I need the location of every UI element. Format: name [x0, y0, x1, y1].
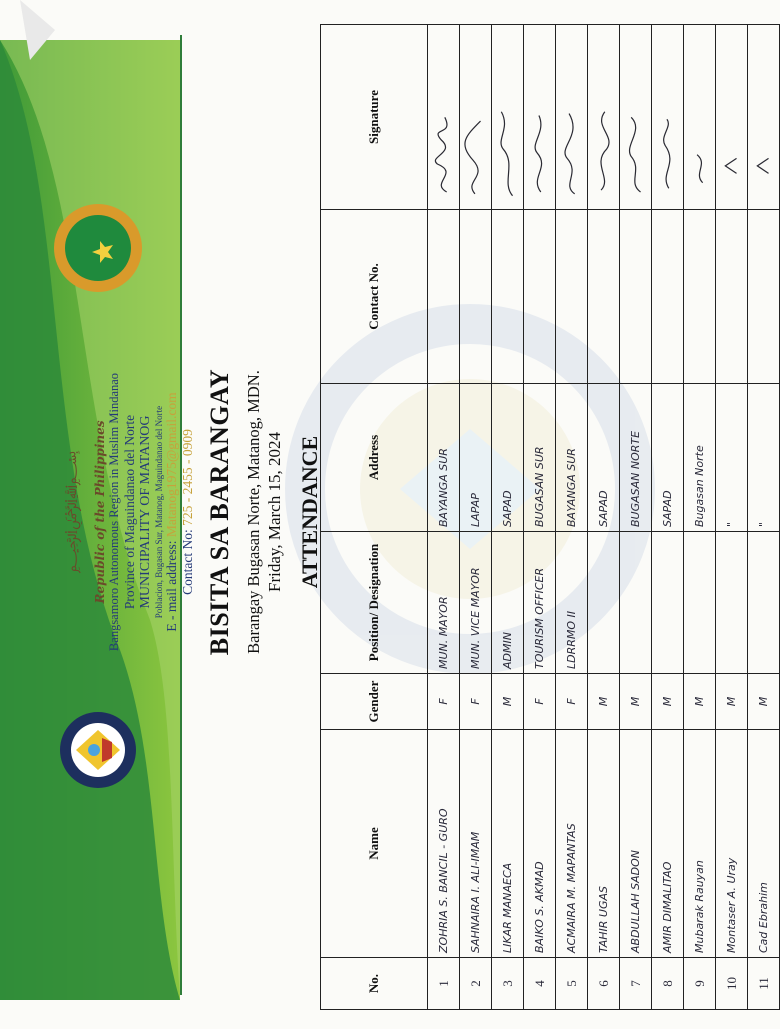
- event-location: Barangay Bugasan Norte, Matanog, MDN.: [244, 370, 263, 654]
- signature-scribble-icon: [556, 95, 584, 205]
- signature-scribble-icon: [684, 95, 712, 205]
- cell-name: LIKAR MANAECA: [492, 730, 524, 958]
- table-row: [588, 25, 620, 1010]
- cell-no: 11: [748, 958, 780, 1010]
- cell-gender: M: [748, 674, 780, 730]
- cell-name: ACMAIRA M. MAPANTAS: [556, 730, 588, 958]
- header-address: Address: [321, 384, 428, 532]
- signature-scribble-icon: [460, 95, 488, 205]
- cell-signature: [492, 25, 524, 210]
- cell-no: 2: [460, 958, 492, 1010]
- table-row: [620, 25, 652, 1010]
- table-row: [460, 25, 492, 1010]
- table-header-row: [321, 25, 428, 1010]
- cell-no: 5: [556, 958, 588, 1010]
- cell-name: BAIKO S. AKMAD: [524, 730, 556, 958]
- cell-signature: [620, 25, 652, 210]
- municipality-line: MUNICIPALITY OF MATANOG: [138, 415, 153, 609]
- cell-position: [652, 532, 684, 674]
- email-value: Matanog1975@gmail.com: [164, 392, 179, 538]
- cell-name: TAHIR UGAS: [588, 730, 620, 958]
- cell-signature: [588, 25, 620, 210]
- cell-no: 10: [716, 958, 748, 1010]
- cell-no: 3: [492, 958, 524, 1010]
- signature-scribble-icon: [492, 95, 520, 205]
- cell-gender: F: [556, 674, 588, 730]
- region-line: Bangsamoro Autonomous Region in Muslim Mindanao: [107, 372, 121, 652]
- signature-scribble-icon: [428, 95, 456, 205]
- cell-signature: [684, 25, 716, 210]
- letterhead: [60, 0, 196, 1024]
- cell-position: [588, 532, 620, 674]
- table-row: [716, 25, 748, 1010]
- cell-gender: M: [684, 674, 716, 730]
- cell-address: ": [716, 384, 748, 532]
- cell-signature: [716, 25, 748, 210]
- signature-scribble-icon: [620, 95, 648, 205]
- header-contact: Contact No.: [321, 210, 428, 384]
- cell-gender: F: [460, 674, 492, 730]
- signature-scribble-icon: [524, 95, 552, 205]
- cell-position: MUN. VICE MAYOR: [460, 532, 492, 674]
- cell-gender: M: [716, 674, 748, 730]
- cell-signature: [652, 25, 684, 210]
- cell-contact: [748, 210, 780, 384]
- cell-name: Cad Ebrahim: [748, 730, 780, 958]
- table-row: [524, 25, 556, 1010]
- signature-scribble-icon: [716, 95, 744, 205]
- cell-gender: F: [428, 674, 460, 730]
- header-position: Position/ Designation: [321, 532, 428, 674]
- cell-name: SAHNAIRA I. ALI-IMAM: [460, 730, 492, 958]
- cell-gender: M: [620, 674, 652, 730]
- cell-contact: [652, 210, 684, 384]
- table-row: [684, 25, 716, 1010]
- cell-name: ZOHRIA S. BANCIL - GURO: [428, 730, 460, 958]
- cell-name: Montaser A. Uray: [716, 730, 748, 958]
- arabic-calligraphy-icon: ﷽: [61, 450, 80, 574]
- cell-position: [716, 532, 748, 674]
- cell-address: LAPAP: [460, 384, 492, 532]
- email-label: E - mail address:: [164, 540, 179, 632]
- cell-no: 1: [428, 958, 460, 1010]
- republic-line: Republic of the Philippines: [93, 420, 107, 604]
- document-title: BISITA SA BARANGAY: [205, 368, 234, 656]
- cell-contact: [620, 210, 652, 384]
- signature-scribble-icon: [748, 95, 776, 205]
- cell-signature: [524, 25, 556, 210]
- cell-address: SAPAD: [492, 384, 524, 532]
- cell-contact: [684, 210, 716, 384]
- event-date: Friday, March 15, 2024: [265, 432, 284, 592]
- email-line: [164, 0, 180, 1024]
- header-name: Name: [321, 730, 428, 958]
- cell-address: Bugasan Norte: [684, 384, 716, 532]
- cell-gender: M: [652, 674, 684, 730]
- cell-signature: [748, 25, 780, 210]
- cell-address: BAYANGA SUR: [428, 384, 460, 532]
- contact-value: 725 - 2455 - 0909: [180, 429, 195, 526]
- table-row: [492, 25, 524, 1010]
- table-row: [556, 25, 588, 1010]
- contact-line: [180, 0, 196, 1024]
- cell-signature: [460, 25, 492, 210]
- signature-scribble-icon: [588, 95, 616, 205]
- table-row: [748, 25, 780, 1010]
- cell-address: SAPAD: [588, 384, 620, 532]
- cell-signature: [556, 25, 588, 210]
- attendance-heading: ATTENDANCE: [297, 435, 322, 589]
- header-signature: Signature: [321, 25, 428, 210]
- cell-no: 7: [620, 958, 652, 1010]
- attendance-table: [320, 24, 780, 1010]
- header-no: No.: [321, 958, 428, 1010]
- signature-scribble-icon: [652, 95, 680, 205]
- header-gender: Gender: [321, 674, 428, 730]
- cell-contact: [492, 210, 524, 384]
- cell-position: TOURISM OFFICER: [524, 532, 556, 674]
- contact-label: Contact No:: [180, 529, 195, 595]
- cell-address: SAPAD: [652, 384, 684, 532]
- cell-no: 8: [652, 958, 684, 1010]
- province-line: Province of Maguindanao del Norte: [122, 414, 137, 610]
- cell-position: [620, 532, 652, 674]
- cell-signature: [428, 25, 460, 210]
- cell-address: ": [748, 384, 780, 532]
- cell-name: Mubarak Rauyan: [684, 730, 716, 958]
- cell-no: 4: [524, 958, 556, 1010]
- cell-contact: [716, 210, 748, 384]
- cell-gender: M: [492, 674, 524, 730]
- cell-address: BAYANGA SUR: [556, 384, 588, 532]
- table-row: [652, 25, 684, 1010]
- cell-no: 9: [684, 958, 716, 1010]
- cell-contact: [428, 210, 460, 384]
- cell-contact: [556, 210, 588, 384]
- cell-position: [748, 532, 780, 674]
- cell-name: AMIR DIMALITAO: [652, 730, 684, 958]
- cell-position: ADMIN: [492, 532, 524, 674]
- cell-position: LDRRMO II: [556, 532, 588, 674]
- cell-position: [684, 532, 716, 674]
- table-row: [428, 25, 460, 1010]
- cell-position: MUN. MAYOR: [428, 532, 460, 674]
- cell-contact: [460, 210, 492, 384]
- cell-gender: M: [588, 674, 620, 730]
- cell-gender: F: [524, 674, 556, 730]
- cell-contact: [588, 210, 620, 384]
- cell-address: BUGASAN NORTE: [620, 384, 652, 532]
- address-line: Poblacion, Bugasan Sur, Matanog, Maguindanao del Norte: [154, 405, 164, 619]
- cell-name: ABDULLAH SADON: [620, 730, 652, 958]
- cell-contact: [524, 210, 556, 384]
- cell-no: 6: [588, 958, 620, 1010]
- cell-address: BUGASAN SUR: [524, 384, 556, 532]
